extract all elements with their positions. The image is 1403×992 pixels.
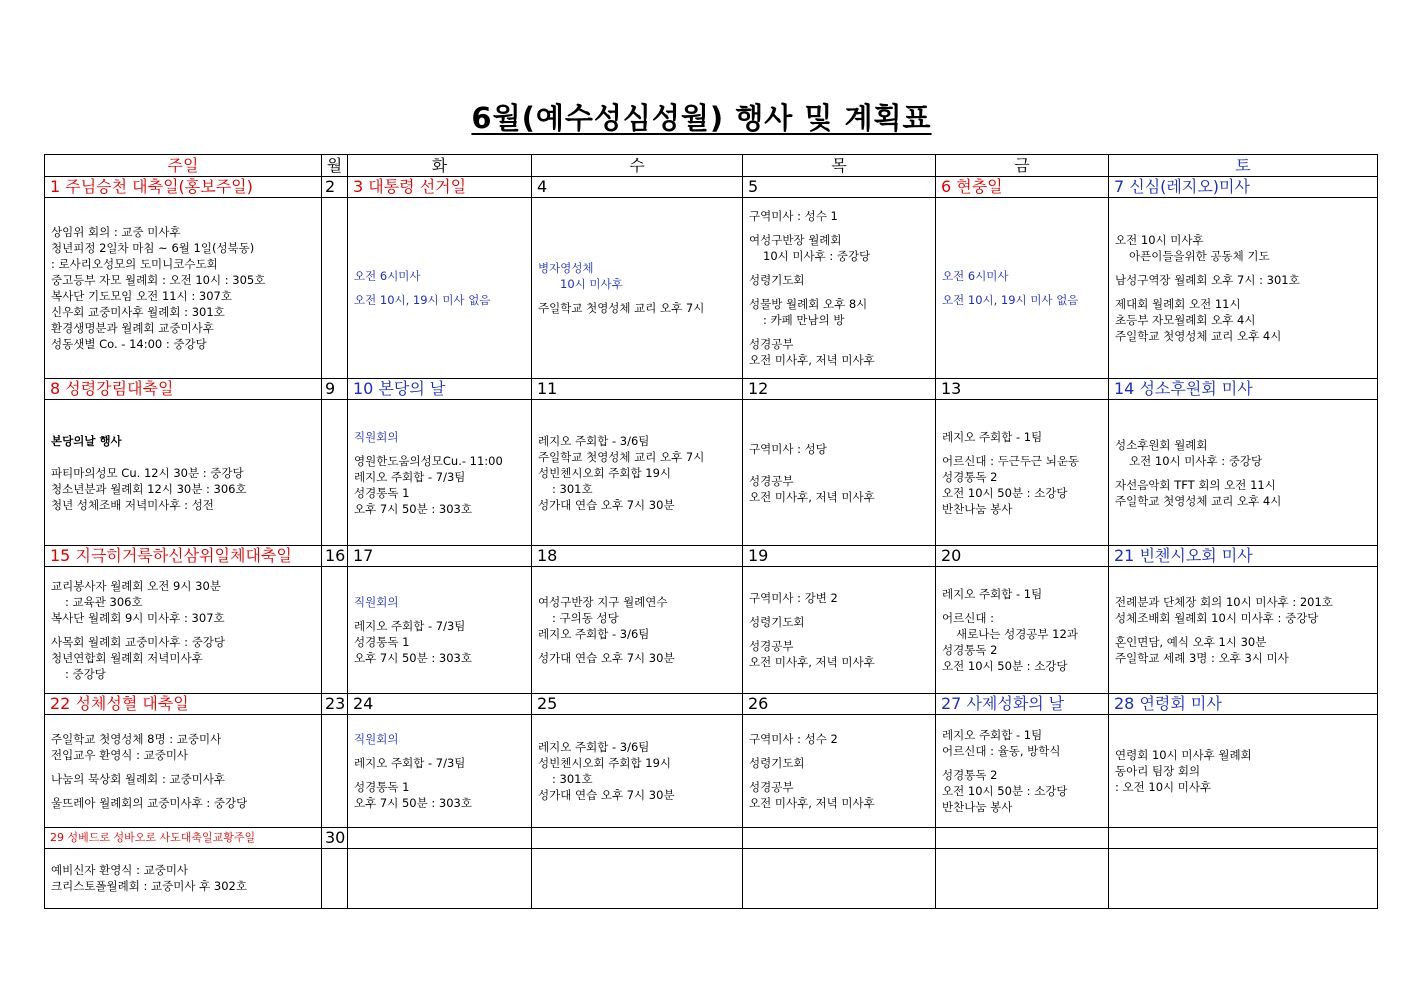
event-line: 성경통독 1	[354, 635, 410, 650]
event-line: 오전 10시 50분 : 소강당	[942, 659, 1068, 674]
event-line: 직원회의	[354, 731, 399, 746]
date-label: 9	[322, 379, 348, 400]
event-line: 청년피정 2일차 마침 ~ 6월 1일(성북동)	[51, 241, 255, 256]
event-line: 10시 미사후 : 중강당	[763, 249, 871, 264]
events-cell	[1109, 198, 1378, 379]
date-label: 2	[322, 177, 348, 198]
event-line: 오전 10시 미사후 : 중강당	[1129, 453, 1263, 468]
week2-date-row	[45, 379, 1378, 400]
event-line: 나눔의 묵상회 월례회 : 교중미사후	[51, 771, 226, 786]
event-line: 레지오 주회합 - 1팀	[942, 429, 1043, 444]
events-cell	[45, 400, 322, 546]
date-label: 1 주님승천 대축일(홍보주일)	[45, 177, 322, 198]
events-cell	[45, 198, 322, 379]
date-label: 26	[743, 693, 936, 714]
events-cell	[1109, 400, 1378, 546]
event-line: 오전 미사후, 저녁 미사후	[749, 489, 875, 504]
event-line: 새로나는 성경공부 12과	[956, 627, 1078, 642]
event-line: 주일학교 첫영성체 8명 : 교중미사	[51, 731, 222, 746]
events-cell	[743, 567, 936, 693]
event-line: 전입교우 환영식 : 교중미사	[51, 747, 189, 762]
event-line: 성빈첸시오회 주회합 19시	[538, 465, 672, 480]
events-cell	[1109, 714, 1378, 827]
date-label: 4	[532, 177, 743, 198]
event-line: 주일학교 첫영성체 교리 오후 4시	[1115, 329, 1282, 344]
event-line: 아픈이들을위한 공동체 기도	[1129, 249, 1270, 264]
event-line: 성경통독 2	[942, 643, 998, 658]
date-label	[348, 827, 532, 848]
event-line: 어르신대 : 두근두근 뇌운동	[942, 453, 1080, 468]
events-cell	[743, 714, 936, 827]
event-line: 성경통독 2	[942, 469, 998, 484]
events-cell	[532, 198, 743, 379]
event-line: 오전 미사후, 저녁 미사후	[749, 795, 875, 810]
event-line: 구역미사 : 성수 2	[749, 731, 838, 746]
event-line: 레지오 주회합 - 7/3팀	[354, 469, 466, 484]
event-line: 어르신대 :	[942, 611, 994, 626]
date-label: 14 성소후원회 미사	[1109, 379, 1378, 400]
event-line: 오후 7시 50분 : 303호	[354, 651, 472, 666]
event-line: 오전 6시미사	[354, 269, 421, 284]
event-line: 청년 성체조배 저녁미사후 : 성전	[51, 497, 214, 512]
date-label: 24	[348, 693, 532, 714]
event-line: 교리봉사자 월례회 오전 9시 30분	[51, 579, 221, 594]
event-line: 성경공부	[749, 473, 794, 488]
event-line: 파티마의성모 Cu. 12시 30분 : 중강당	[51, 465, 244, 480]
event-line: 오전 10시 미사후	[1115, 233, 1204, 248]
date-label: 5	[743, 177, 936, 198]
event-line: 오전 10시 50분 : 소강당	[942, 485, 1068, 500]
events-cell	[45, 714, 322, 827]
event-line: 직원회의	[354, 595, 399, 610]
event-line: 여성구반장 월례회	[749, 233, 842, 248]
event-line: 전례분과 단체장 회의 10시 미사후 : 201호	[1115, 595, 1333, 610]
events-cell	[322, 198, 348, 379]
event-line: 복사단 월례회 9시 미사후 : 307호	[51, 611, 225, 626]
event-line: 성가대 연습 오후 7시 30분	[538, 787, 675, 802]
event-line: 연령회 10시 미사후 월례회	[1115, 747, 1252, 762]
event-line: 성경통독 2	[942, 767, 998, 782]
event-line: 오전 10시 50분 : 소강당	[942, 783, 1068, 798]
date-label: 15 지극히거룩하신삼위일체대축일	[45, 546, 322, 567]
date-label: 22 성체성혈 대축일	[45, 693, 322, 714]
event-line: 레지오 주회합 - 7/3팀	[354, 619, 466, 634]
event-line: 성령기도회	[749, 615, 805, 630]
event-line: 영원한도움의성모Cu.- 11:00	[354, 453, 503, 468]
event-line: 상임위 회의 : 교중 미사후	[51, 225, 181, 240]
event-line: 혼인면담, 예식 오후 1시 30분	[1115, 635, 1267, 650]
header-tue: 화	[348, 155, 532, 177]
page-title: 6월(예수성심성월) 행사 및 계획표	[471, 101, 932, 135]
event-line: 레지오 주회합 - 3/6팀	[538, 739, 650, 754]
event-line: : 로사리오성모의 도미니코수도회	[51, 257, 218, 272]
date-label: 23	[322, 693, 348, 714]
event-line: 구역미사 : 성당	[749, 441, 827, 456]
events-cell	[936, 848, 1109, 908]
event-line: 크리스토폴월례회 : 교중미사 후 302호	[51, 879, 247, 894]
date-label: 3 대통령 선거일	[348, 177, 532, 198]
event-line: 구역미사 : 강변 2	[749, 591, 838, 606]
event-line: 청소년분과 월례회 12시 30분 : 306호	[51, 481, 247, 496]
event-line: 성동샛별 Co. - 14:00 : 중강당	[51, 337, 207, 352]
event-line: : 오전 10시 미사후	[1115, 779, 1212, 794]
date-label: 21 빈첸시오회 미사	[1109, 546, 1378, 567]
event-line: 성경통독 1	[354, 485, 410, 500]
event-line: 청년연합회 월례회 저녁미사후	[51, 651, 203, 666]
header-wed: 수	[532, 155, 743, 177]
event-line: 오전 10시, 19시 미사 없음	[942, 293, 1079, 308]
events-cell	[743, 400, 936, 546]
event-line: 주일학교 첫영성체 교리 오후 7시	[538, 449, 705, 464]
event-line: 주일학교 세례 3명 : 오후 3시 미사	[1115, 651, 1289, 666]
events-cell	[348, 400, 532, 546]
header-fri: 금	[936, 155, 1109, 177]
events-cell	[743, 848, 936, 908]
date-label: 16	[322, 546, 348, 567]
events-cell	[1109, 567, 1378, 693]
header-thu: 목	[743, 155, 936, 177]
date-label: 20	[936, 546, 1109, 567]
events-cell	[348, 567, 532, 693]
header-sun: 주일	[45, 155, 322, 177]
week3-date-row	[45, 546, 1378, 567]
event-line: 성체조배회 월례회 10시 미사후 : 중강당	[1115, 611, 1319, 626]
event-line: 사목회 월례회 교중미사후 : 중강당	[51, 635, 226, 650]
events-cell	[936, 714, 1109, 827]
event-line: 남성구역장 월례회 오후 7시 : 301호	[1115, 273, 1300, 288]
event-line: 본당의날 행사	[51, 433, 122, 448]
week5-content-row	[45, 848, 1378, 908]
event-line: 성경공부	[749, 639, 794, 654]
event-line: 오후 7시 50분 : 303호	[354, 795, 472, 810]
event-line: 레지오 주회합 - 3/6팀	[538, 627, 650, 642]
date-label: 10 본당의 날	[348, 379, 532, 400]
event-line: : 301호	[552, 771, 593, 786]
event-line: 제대회 월례회 오전 11시	[1115, 297, 1241, 312]
date-label: 18	[532, 546, 743, 567]
date-label: 28 연령회 미사	[1109, 693, 1378, 714]
date-label: 25	[532, 693, 743, 714]
event-line: 레지오 주회합 - 7/3팀	[354, 755, 466, 770]
date-label: 6 현충일	[936, 177, 1109, 198]
event-line: 오전 미사후, 저녁 미사후	[749, 353, 875, 368]
event-line: 레지오 주회합 - 3/6팀	[538, 433, 650, 448]
events-cell	[322, 567, 348, 693]
event-line: 반찬나눔 봉사	[942, 799, 1013, 814]
date-label: 19	[743, 546, 936, 567]
week1-content-row	[45, 198, 1378, 379]
event-line: 오전 6시미사	[942, 269, 1009, 284]
events-cell	[532, 567, 743, 693]
events-cell	[45, 848, 322, 908]
events-cell	[1109, 848, 1378, 908]
date-label: 13	[936, 379, 1109, 400]
date-label	[743, 827, 936, 848]
event-line: : 구의동 성당	[552, 611, 619, 626]
events-cell	[348, 198, 532, 379]
calendar-table	[44, 154, 1378, 909]
event-line: 오전 미사후, 저녁 미사후	[749, 655, 875, 670]
event-line: : 301호	[552, 481, 593, 496]
date-label: 8 성령강림대축일	[45, 379, 322, 400]
event-line: 오후 7시 50분 : 303호	[354, 501, 472, 516]
events-cell	[322, 400, 348, 546]
events-cell	[45, 567, 322, 693]
date-label: 11	[532, 379, 743, 400]
event-line: 10시 미사후	[560, 277, 623, 292]
event-line: 복사단 기도모임 오전 11시 : 307호	[51, 289, 232, 304]
date-label: 29 성베드로 성바오로 사도대축일교황주일	[45, 827, 322, 848]
event-line: 성물방 월례회 오후 8시	[749, 297, 868, 312]
event-line: 성빈첸시오회 주회합 19시	[538, 755, 672, 770]
event-line: 울뜨레아 월례회의 교중미사후 : 중강당	[51, 795, 248, 810]
event-line: 성가대 연습 오후 7시 30분	[538, 497, 675, 512]
event-line: 레지오 주회합 - 1팀	[942, 587, 1043, 602]
week1-date-row	[45, 177, 1378, 198]
events-cell	[936, 400, 1109, 546]
event-line: 직원회의	[354, 429, 399, 444]
event-line: 성령기도회	[749, 755, 805, 770]
week2-content-row	[45, 400, 1378, 546]
event-line: 반찬나눔 봉사	[942, 501, 1013, 516]
event-line: 성령기도회	[749, 273, 805, 288]
date-label	[532, 827, 743, 848]
date-label: 7 신심(레지오)미사	[1109, 177, 1378, 198]
events-cell	[322, 714, 348, 827]
header-sat: 토	[1109, 155, 1378, 177]
events-cell	[743, 198, 936, 379]
events-cell	[936, 567, 1109, 693]
week5-date-row	[45, 827, 1378, 848]
weekday-header-row	[45, 155, 1378, 177]
event-line: 레지오 주회합 - 1팀	[942, 727, 1043, 742]
event-line: 어르신대 : 율동, 방학식	[942, 743, 1061, 758]
events-cell	[322, 848, 348, 908]
event-line: 성가대 연습 오후 7시 30분	[538, 651, 675, 666]
event-line: 주일학교 첫영성체 교리 오후 7시	[538, 301, 705, 316]
events-cell	[348, 714, 532, 827]
event-line: : 교육관 306호	[65, 595, 143, 610]
event-line: 병자영성체	[538, 261, 594, 276]
week4-content-row	[45, 714, 1378, 827]
events-cell	[532, 400, 743, 546]
date-label: 17	[348, 546, 532, 567]
event-line: 성소후원회 월례회	[1115, 437, 1208, 452]
event-line: 환경생명분과 월례회 교중미사후	[51, 321, 214, 336]
event-line: 동아리 팀장 회의	[1115, 763, 1201, 778]
date-label: 27 사제성화의 날	[936, 693, 1109, 714]
event-line: 신우회 교중미사후 월례회 : 301호	[51, 305, 225, 320]
week3-content-row	[45, 567, 1378, 693]
event-line: 여성구반장 지구 월례연수	[538, 595, 668, 610]
event-line: 구역미사 : 성수 1	[749, 209, 838, 224]
event-line: 성경통독 1	[354, 779, 410, 794]
date-label: 30	[322, 827, 348, 848]
event-line: 성경공부	[749, 779, 794, 794]
event-line: 자선음악회 TFT 회의 오전 11시	[1115, 477, 1276, 492]
events-cell	[532, 848, 743, 908]
week4-date-row	[45, 693, 1378, 714]
event-line: 중고등부 자모 월례회 : 오전 10시 : 305호	[51, 273, 266, 288]
events-cell	[532, 714, 743, 827]
header-mon: 월	[322, 155, 348, 177]
event-line: 오전 10시, 19시 미사 없음	[354, 293, 491, 308]
event-line: 예비신자 환영식 : 교중미사	[51, 863, 189, 878]
event-line: : 중강당	[65, 667, 106, 682]
date-label: 12	[743, 379, 936, 400]
date-label	[1109, 827, 1378, 848]
event-line: 주일학교 첫영성체 교리 오후 4시	[1115, 493, 1282, 508]
events-cell	[348, 848, 532, 908]
event-line: 성경공부	[749, 337, 794, 352]
event-line: : 카페 만남의 방	[763, 313, 845, 328]
date-label	[936, 827, 1109, 848]
event-line: 초등부 자모월례회 오후 4시	[1115, 313, 1256, 328]
events-cell	[936, 198, 1109, 379]
